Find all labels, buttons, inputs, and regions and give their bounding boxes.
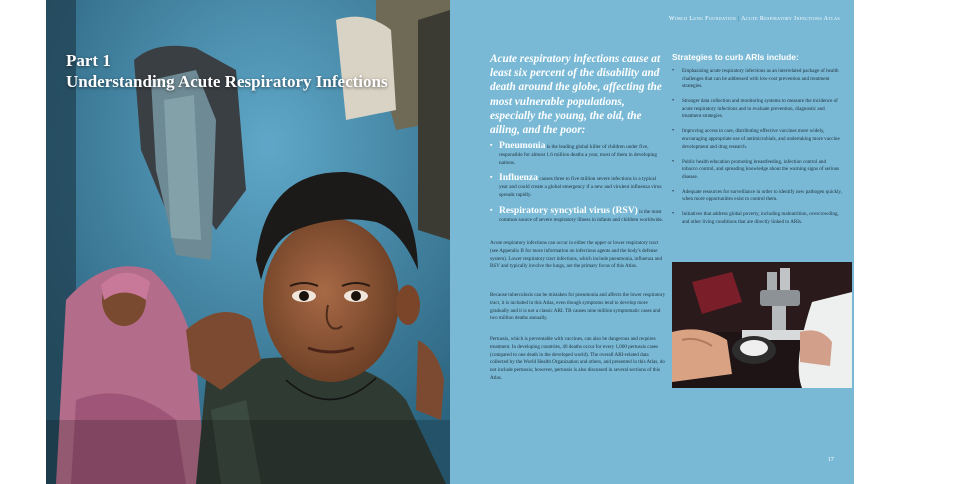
strategy-item: • Emphasizing acute respiratory infections as an interrelated package of health challenges that can be addressed with low-cost prevention and treatment strategies. (672, 68, 842, 91)
strategy-item: • Improving access to care, distributing effective vaccines more widely, encouraging appropriate use of antimicrobials, and undertaking more vaccine development and drug research. (672, 128, 842, 151)
definition-term: Influenza (499, 172, 538, 184)
strategies-list (672, 68, 842, 234)
definition-text: causes three to five million severe infections in a typical year and could create a global emergency if a new and virulent influenza virus spreads rapidly. (499, 176, 662, 198)
part-label: Part 1 (66, 51, 111, 70)
body-paragraph: Pertussis, which is preventable with vaccines, can also be dangerous and requires treatment. In developing countries, 40 deaths occur for every 1,000 pertussis cases (compared to one death in the developed world). The overall ARI-related data collected by the World Health Organization and others, and presented in this Atlas, do not include pertussis; however, pertussis is also discussed in several sections of this Atlas. (490, 336, 665, 381)
running-head (669, 16, 840, 22)
definition-text: is the most common source of severe respiratory illness in infants and children worldwide. (499, 208, 664, 223)
strategy-item: • Stronger data collection and monitoring systems to measure the incidence of acute respiratory infections and to evaluate prevention, diagnostic and treatment strategies. (672, 98, 842, 121)
left-page-photo (46, 0, 450, 484)
definition-text: is the leading global killer of children under five, responsible for almost 1.6 million deaths a year, most of them in developing nations. (499, 144, 657, 166)
part-title: Understanding Acute Respiratory Infections (66, 72, 388, 91)
microscope-photo (672, 262, 852, 388)
part-title-block (66, 50, 388, 92)
strategies-heading: Strategies to curb ARIs include: (672, 52, 799, 62)
body-paragraph: Because tuberculosis can be mistaken for pneumonia and affects the lower respiratory tract, it is included in this Atlas, even though symptoms tend to develop more gradually and it is not a classic ARI. TB causes nine million symptomatic cases and two million deaths annually. (490, 292, 666, 322)
definition-term: Pneumonia (499, 140, 546, 151)
strategy-item: • Public health education promoting breastfeeding, infection control and tobacco control, and spreading knowledge about the warning signs of serious disease. (672, 159, 842, 182)
lead-text: Acute respiratory infections cause at least six percent of the disability and death around the globe, affecting the most vulnerable populations, especially the young, the old, the ailing, and the poor: (490, 53, 662, 137)
page-number: 17 (827, 456, 834, 463)
body-paragraph: Acute respiratory infections can occur in either the upper or lower respiratory tract (see Appendix B for more information on infectious agents and the body's defense system). Lower respiratory tract infections, which include pneumonia, influenza and RSV and typically involve the lungs, are the primary focus of this Atlas. (490, 240, 662, 270)
running-head-separator: | (737, 16, 740, 22)
running-head-title: Acute Respiratory Infections Atlas (741, 16, 840, 22)
strategy-item: • Adequate resources for surveillance in order to identify new pathogen quickly, when more opportunities exist to control them. (672, 189, 842, 204)
running-head-org: World Lung Foundation (668, 16, 737, 22)
microscope-illustration (672, 262, 852, 388)
book-spread (46, 0, 854, 484)
definition-term: Respiratory syncytial virus (RSV) (499, 204, 638, 216)
definition-item (490, 142, 666, 167)
definition-list (490, 142, 666, 231)
right-page (450, 0, 854, 484)
strategy-item: • Initiatives that address global poverty, including malnutrition, overcrowding, and other living conditions that are directly linked to ARIs. (672, 211, 842, 226)
definition-item (490, 204, 666, 225)
definition-item (490, 174, 666, 199)
